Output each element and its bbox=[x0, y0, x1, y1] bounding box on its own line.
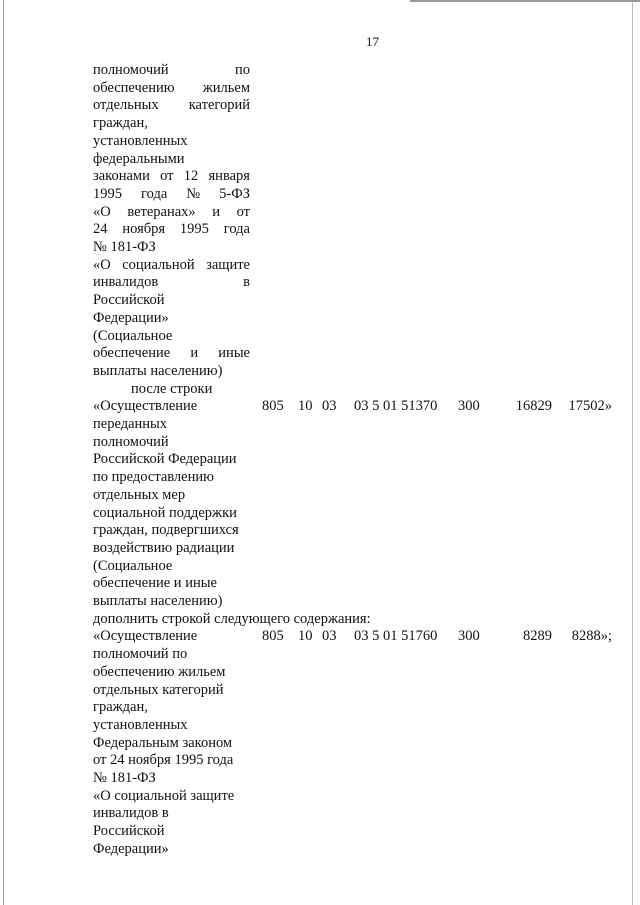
word: «О bbox=[93, 203, 111, 220]
row-text-line: Федеральным законом bbox=[93, 734, 233, 751]
word: Федерации» bbox=[93, 309, 169, 326]
word: ноября bbox=[122, 221, 166, 238]
row-text-line: «О социальной защите bbox=[93, 787, 235, 804]
word: категорий bbox=[188, 97, 250, 114]
scan-edge-right bbox=[632, 0, 633, 905]
col-vr: 300 bbox=[458, 628, 480, 645]
block-text-line bbox=[93, 185, 250, 203]
block-text-line bbox=[93, 150, 185, 168]
col-sum-1: 8289 bbox=[523, 628, 552, 645]
block-text-line bbox=[93, 327, 172, 345]
block-text-line bbox=[93, 220, 250, 238]
word: в bbox=[243, 274, 250, 291]
word: отдельных bbox=[93, 97, 159, 114]
row-text-line: обеспечение и иные bbox=[93, 575, 217, 592]
block-text-line bbox=[93, 273, 250, 291]
word: обеспечение bbox=[93, 345, 171, 362]
row-text-line: выплаты населению) bbox=[93, 593, 223, 609]
block-text-line bbox=[93, 167, 250, 185]
block-text-line bbox=[93, 309, 169, 327]
col-cs: 03 5 01 51370 bbox=[354, 398, 438, 415]
scan-edge-top bbox=[410, 0, 640, 2]
block-text-line bbox=[93, 132, 187, 150]
row-text-line: (Социальное bbox=[93, 557, 173, 574]
row-text-line: от 24 ноября 1995 года bbox=[93, 752, 234, 769]
col-pr: 03 bbox=[322, 398, 337, 415]
add-row-label: дополнить строкой следующего содержания: bbox=[93, 610, 371, 627]
word: 1995 bbox=[179, 221, 209, 238]
word: жильем bbox=[202, 79, 250, 96]
word: установленных bbox=[93, 132, 188, 149]
col-rz: 10 bbox=[298, 398, 313, 415]
word: 1995 bbox=[93, 185, 122, 202]
word: «О bbox=[93, 256, 111, 273]
row-text-line: обеспечению жильем bbox=[93, 663, 226, 680]
word: 24 bbox=[93, 221, 108, 238]
col-pr: 03 bbox=[322, 628, 337, 645]
col-ved: 805 bbox=[262, 398, 284, 415]
word: полномочий bbox=[93, 62, 169, 78]
word: выплаты населению) bbox=[93, 362, 223, 379]
row-text-line: переданных bbox=[93, 416, 168, 432]
row-text-line: социальной поддержки bbox=[93, 504, 237, 521]
word: иные bbox=[218, 345, 250, 362]
word: 5-ФЗ bbox=[219, 185, 250, 202]
col-rz: 10 bbox=[298, 628, 313, 645]
block-text-line bbox=[93, 203, 250, 221]
row-text-line: полномочий bbox=[93, 433, 169, 450]
block-text-line bbox=[93, 256, 250, 274]
row-text-line: установленных bbox=[93, 716, 188, 733]
word: по bbox=[234, 62, 250, 78]
col-cs: 03 5 01 51760 bbox=[354, 628, 438, 645]
word: года bbox=[141, 185, 168, 202]
row-text-line: воздействию радиации bbox=[93, 539, 235, 556]
row-text-line: № 181-ФЗ bbox=[93, 770, 156, 786]
word: и bbox=[212, 203, 221, 220]
row-text-line: «Осуществление bbox=[93, 628, 198, 645]
word: социальной bbox=[122, 256, 195, 273]
word: года bbox=[223, 221, 250, 238]
col-vr: 300 bbox=[458, 398, 480, 415]
word: (Социальное bbox=[93, 327, 173, 344]
row-text-line: граждан, bbox=[93, 699, 148, 716]
row-text-line: полномочий по bbox=[93, 646, 188, 663]
block-text-line bbox=[93, 291, 164, 309]
word: января bbox=[208, 168, 250, 185]
block-text-line bbox=[93, 96, 250, 114]
block-text-line bbox=[93, 238, 156, 256]
word: и bbox=[190, 345, 199, 362]
block-text-line bbox=[93, 362, 222, 380]
row-text-line: отдельных мер bbox=[93, 486, 186, 503]
word: 12 bbox=[183, 168, 199, 185]
col-sum-2: 8288»; bbox=[571, 628, 612, 645]
word: Российской bbox=[93, 292, 165, 309]
row-text-line: Федерации» bbox=[93, 840, 169, 857]
word: законами bbox=[93, 168, 150, 185]
row-text-line: граждан, подвергшихся bbox=[93, 522, 239, 539]
col-sum-2: 17502» bbox=[568, 398, 612, 415]
row-text-line: Российской bbox=[93, 823, 165, 840]
page-number: 17 bbox=[366, 34, 379, 49]
word: инвалидов bbox=[93, 274, 159, 291]
block-text-line bbox=[93, 344, 250, 362]
word: № bbox=[186, 185, 201, 202]
word: обеспечению bbox=[93, 79, 175, 96]
row-text-line: Российской Федерации bbox=[93, 451, 237, 468]
row-text-line: отдельных категорий bbox=[93, 681, 224, 698]
row-text-line: инвалидов в bbox=[93, 805, 169, 822]
scan-edge-left bbox=[3, 0, 4, 905]
word: граждан, bbox=[93, 115, 148, 132]
col-sum-1: 16829 bbox=[515, 398, 552, 415]
block-text-line bbox=[93, 114, 148, 132]
block-text-line bbox=[93, 61, 250, 79]
word: защите bbox=[206, 256, 250, 273]
word: от bbox=[160, 168, 174, 185]
word: от bbox=[236, 203, 250, 220]
word: № 181-ФЗ bbox=[93, 239, 156, 255]
word: ветеранах» bbox=[127, 203, 196, 220]
after-row-label: после строки bbox=[131, 380, 213, 397]
word: федеральными bbox=[93, 150, 185, 167]
row-text-line: по предоставлению bbox=[93, 469, 214, 486]
col-ved: 805 bbox=[262, 628, 284, 645]
block-text-line bbox=[93, 79, 250, 97]
row-text-line: «Осуществление bbox=[93, 398, 198, 415]
